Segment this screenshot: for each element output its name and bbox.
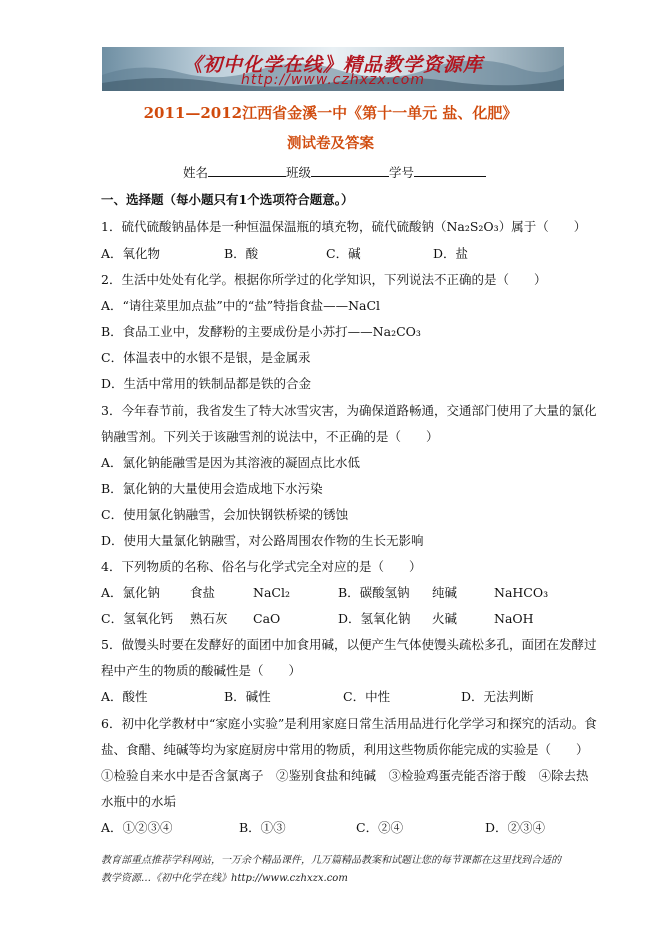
page-title: 2011—2012江西省金溪一中《第十一单元 盐、化肥》: [143, 104, 518, 122]
q1-option-b: B．酸: [224, 246, 259, 261]
q4-b-formula: NaHCO₃: [494, 585, 549, 600]
question-2: 2．生活中处处有化学。根据你所学过的化学知识，下列说法不正确的是（ ）: [101, 272, 547, 287]
name-blank: [208, 164, 286, 177]
id-label: 学号: [389, 165, 415, 180]
q4-d-name: D．氢氧化钠: [338, 611, 411, 626]
q5-option-b: B．碱性: [224, 689, 271, 704]
banner: [102, 47, 564, 91]
q4-d-formula: NaOH: [494, 611, 534, 626]
name-label: 姓名: [183, 165, 209, 180]
q6-option-b: B．①③: [239, 820, 286, 835]
q4-b-common: 纯碱: [432, 585, 458, 600]
question-6-line2: 盐、食醋、纯碱等均为家庭厨房中常用的物质，利用这些物质你能完成的实验是（ ）: [101, 742, 589, 757]
q1-option-c: C．碱: [326, 246, 361, 261]
footer-line1: 教育部重点推荐学科网站，一万余个精品课件，几万篇精品教案和试题让您的每节课都在这里找到合适的: [101, 855, 561, 866]
id-blank: [414, 164, 486, 177]
student-info-row: [183, 164, 486, 181]
question-3-line2: 钠融雪剂。下列关于该融雪剂的说法中，不正确的是（ ）: [101, 429, 439, 444]
q4-a-name: A．氯化钠: [101, 585, 161, 600]
q4-c-formula: CaO: [253, 611, 281, 626]
q3-option-a: A．氯化钠能融雪是因为其溶液的凝固点比水低: [101, 455, 361, 470]
q3-option-b: B．氯化钠的大量使用会造成地下水污染: [101, 481, 323, 496]
q6-option-d: D．②③④: [485, 820, 546, 835]
q1-option-d: D．盐: [433, 246, 469, 261]
q2-option-c: C．体温表中的水银不是银，是金属汞: [101, 350, 311, 365]
q4-c-name: C．氢氧化钙: [101, 611, 174, 626]
q4-c-common: 熟石灰: [190, 611, 228, 626]
question-6-line3: ①检验自来水中是否含氯离子 ②鉴别食盐和纯碱 ③检验鸡蛋壳能否溶于酸 ④除去热: [101, 768, 589, 783]
q6-option-c: C．②④: [356, 820, 404, 835]
q4-a-formula: NaCl₂: [253, 585, 290, 600]
page-subtitle: 测试卷及答案: [287, 135, 374, 152]
q5-option-d: D．无法判断: [461, 689, 534, 704]
section-heading: 一、选择题（每小题只有1个选项符合题意。）: [101, 192, 354, 207]
banner-title: 《初中化学在线》精品教学资源库: [182, 54, 483, 76]
q2-option-b: B．食品工业中，发酵粉的主要成份是小苏打——Na₂CO₃: [101, 324, 421, 339]
class-blank: [311, 164, 389, 177]
question-6-line4: 水瓶中的水垢: [101, 794, 177, 809]
q3-option-c: C．使用氯化钠融雪，会加快钢铁桥梁的锈蚀: [101, 507, 349, 522]
footer-line2: 教学资源…《初中化学在线》http://www.czhxzx.com: [101, 873, 348, 884]
q5-option-c: C．中性: [343, 689, 391, 704]
question-1: 1．硫代硫酸钠晶体是一种恒温保温瓶的填充物，硫代硫酸钠（Na₂S₂O₃）属于（ ）: [101, 219, 587, 234]
question-4: 4．下列物质的名称、俗名与化学式完全对应的是（ ）: [101, 559, 422, 574]
q2-option-d: D．生活中常用的铁制品都是铁的合金: [101, 376, 312, 391]
q4-a-common: 食盐: [190, 585, 216, 600]
q3-option-d: D．使用大量氯化钠融雪，对公路周围农作物的生长无影响: [101, 533, 424, 548]
q2-option-a: A．“请往菜里加点盐”中的“盐”特指食盐——NaCl: [101, 298, 381, 313]
question-6-line1: 6．初中化学教材中“家庭小实验”是利用家庭日常生活用品进行化学学习和探究的活动。食: [101, 716, 597, 731]
banner-url[interactable]: http://www.czhxzx.com: [241, 72, 425, 88]
class-label: 班级: [286, 165, 312, 180]
q1-option-a: A．氧化物: [101, 246, 161, 261]
question-5-line1: 5．做馒头时要在发酵好的面团中加食用碱，以便产生气体使馒头疏松多孔，面团在发酵过: [101, 637, 597, 652]
q5-option-a: A．酸性: [101, 689, 148, 704]
q6-option-a: A．①②③④: [101, 820, 173, 835]
question-3-line1: 3．今年春节前，我省发生了特大冰雪灾害，为确保道路畅通，交通部门使用了大量的氯化: [101, 403, 597, 418]
question-5-line2: 程中产生的物质的酸碱性是（ ）: [101, 663, 302, 678]
q4-b-name: B．碳酸氢钠: [338, 585, 410, 600]
q4-d-common: 火碱: [432, 611, 458, 626]
